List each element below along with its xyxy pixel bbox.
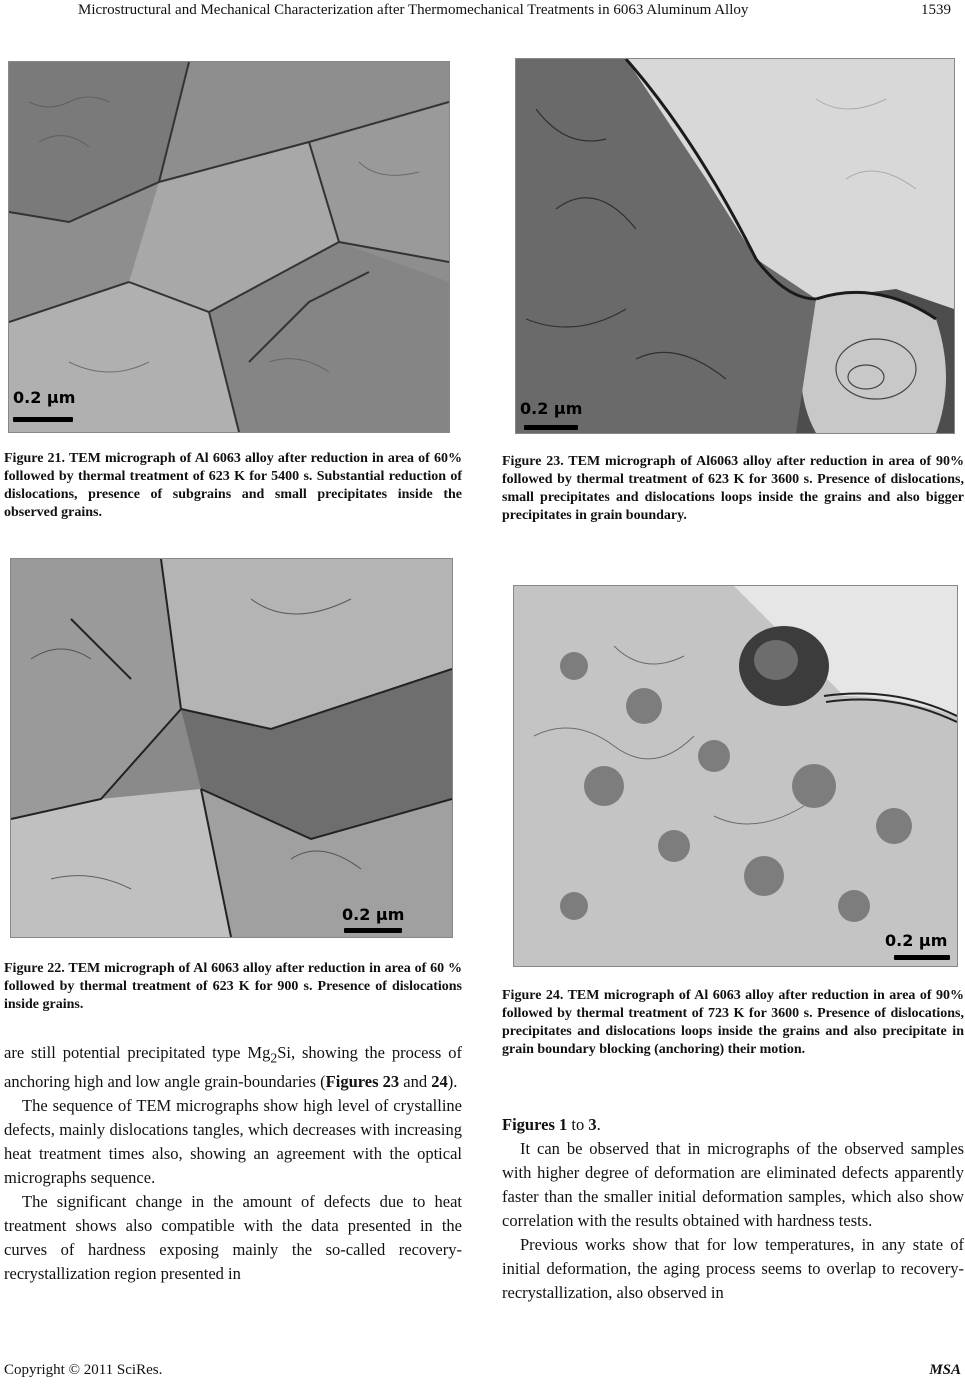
figure-ref[interactable]: 24 [431,1072,448,1092]
left-column-text [4,1041,462,1286]
figure-22-image [11,559,452,937]
figure-21-image [9,62,449,432]
figure-24-caption: Figure 24. TEM micrograph of Al 6063 alloy after reduction in area of 90% followed by thermal treatment of 723 K for 3600 s. Presence of dislocations, precipitates and dislocations loops inside the grains and also precipitate in grain boundary blocking (anchoring) their motion. [502,988,964,1057]
running-title: Microstructural and Mechanical Characterization after Thermomechanical Treatments in 6063 Aluminum Alloy [78,2,749,18]
figure-22-scale-label: 0.2 µm [342,905,405,924]
figure-24-scale-label: 0.2 µm [885,931,948,950]
paragraph: are still potential precipitated type $Mg_2Si$, showing the process of anchoring high and low angle grain-boundaries (Figures 23 and 24). [4,1043,462,1092]
figure-23-scale-label: 0.2 µm [520,399,583,418]
figure-21-scale-label: 0.2 µm [13,388,76,407]
figure-ref[interactable]: 3 [588,1115,597,1134]
figure-22-scale-bar [344,928,402,933]
journal-name: MSA [929,1362,961,1378]
paragraph: The significant change in the amount of defects due to heat treatment shows also compatible with the data presented in the curves of hardness exposing mainly the so-called recovery-recrystallization region presented in [4,1192,462,1284]
figure-24-micrograph [513,585,958,967]
copyright-notice: Copyright © 2011 SciRes. [4,1362,163,1378]
figure-22-caption: Figure 22. TEM micrograph of Al 6063 alloy after reduction in area of 60 % followed by thermal treatment of 623 K for 900 s. Presence of dislocations inside grains. [4,961,462,1012]
page-number: 1539 [921,2,951,18]
right-column-text [502,1113,964,1305]
paragraph: It can be observed that in micrographs of the observed samples with higher degree of deformation are eliminated defects apparently faster than the smaller initial deformation samples, which also show correlation with the results obtained with hardness tests. [502,1139,964,1230]
paragraph: Figures 1 to 3. [502,1115,601,1134]
figure-ref[interactable]: Figures 23 [325,1072,400,1092]
figure-23-caption: Figure 23. TEM micrograph of Al6063 alloy after reduction in area of 90% followed by thermal treatment of 623 K for 3600 s. Presence of dislocations, small precipitates and dislocations loops inside the grains and also bigger precipitates in grain boundary. [502,454,964,523]
figure-ref[interactable]: Figures 1 [502,1115,568,1134]
page-footer [0,1362,965,1386]
figure-24-image [514,586,957,966]
figure-24-scale-bar [894,955,950,960]
paragraph: Previous works show that for low temperatures, in any state of initial deformation, the aging process seems to overlap to recovery-recrystallization, also observed in [502,1235,964,1302]
figure-22-micrograph [10,558,453,938]
figure-21-caption: Figure 21. TEM micrograph of Al 6063 alloy after reduction in area of 60% followed by thermal treatment of 623 K for 5400 s. Substantial reduction of dislocations, presence of subgrains and small precipitates inside the observed grains. [4,451,462,520]
figure-21-micrograph [8,61,450,433]
running-header [0,0,965,24]
figure-21-scale-bar [13,417,73,422]
figure-23-scale-bar [524,425,578,430]
paragraph: The sequence of TEM micrographs show high level of crystalline defects, mainly dislocations tangles, which decreases with increasing heat treatment times also, showing an agreement with the optical micrographs sequence. [4,1096,462,1188]
figure-23-image [516,59,954,433]
figure-23-micrograph [515,58,955,434]
